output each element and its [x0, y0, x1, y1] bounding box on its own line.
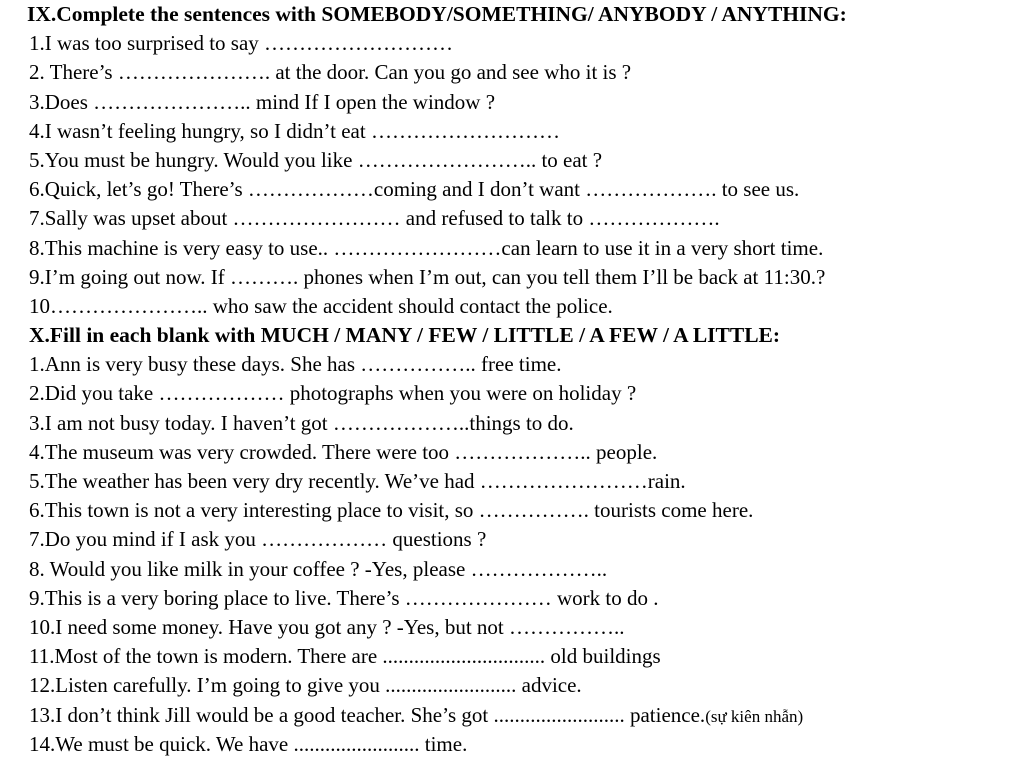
section-x-list	[29, 350, 1019, 759]
exercise-x-item-6: 6.This town is not a very interesting place to visit, so ……………. tourists come here.	[29, 498, 754, 523]
exercise-x-item-13	[29, 701, 1019, 730]
exercise-ix-item-1: 1.I was too surprised to say ………………………	[29, 31, 454, 56]
exercise-x-item-11: 11.Most of the town is modern. There are ............................... old buildings	[29, 644, 661, 669]
exercise-x-item-8: 8. Would you like milk in your coffee ? -Yes, please ………………..	[29, 556, 608, 581]
exercise-ix-item-5: 5.You must be hungry. Would you like …………………….. to eat ?	[29, 147, 603, 172]
exercise-x-item-12: 12.Listen carefully. I’m going to give you ......................... advice.	[29, 673, 582, 698]
exercise-ix-item-4: 4.I wasn’t feeling hungry, so I didn’t eat ………………………	[29, 118, 560, 143]
vietnamese-note: (sự kiên nhẫn)	[705, 706, 804, 726]
exercise-ix-item-2: 2. There’s …………………. at the door. Can you go and see who it is ?	[29, 60, 632, 85]
section-x-title: X.Fill in each blank with MUCH / MANY / FEW / LITTLE / A FEW / A LITTLE:	[29, 323, 781, 348]
exercise-ix-item-3: 3.Does ………………….. mind If I open the window ?	[29, 89, 496, 114]
exercise-x-item-14: 14.We must be quick. We have ........................ time.	[29, 731, 468, 756]
exercise-x-item-9: 9.This is a very boring place to live. There’s ………………… work to do .	[29, 585, 659, 610]
exercise-x-item-10: 10.I need some money. Have you got any ? -Yes, but not ……………..	[29, 614, 625, 639]
exercise-ix-item-9: 9.I’m going out now. If ………. phones when I’m out, can you tell them I’ll be back at 11:30.?	[29, 264, 826, 289]
exercise-x-item-13-text: 13.I don’t think Jill would be a good teacher. She’s got ......................... patience.	[29, 702, 706, 727]
section-ix-list	[29, 29, 1019, 321]
exercise-ix-item-8: 8.This machine is very easy to use.. ……………………can learn to use it in a very short time.	[29, 235, 824, 260]
exercise-ix-item-10: 10………………….. who saw the accident should contact the police.	[29, 293, 613, 318]
exercise-ix-item-7: 7.Sally was upset about …………………… and refused to talk to ……………….	[29, 206, 720, 231]
exercise-x-item-3: 3.I am not busy today. I haven’t got ………………..things to do.	[29, 410, 574, 435]
exercise-x-item-7: 7.Do you mind if I ask you ……………… questions ?	[29, 527, 487, 552]
exercise-ix-item-6: 6.Quick, let’s go! There’s ………………coming and I don’t want ………………. to see us.	[29, 177, 800, 202]
exercise-x-item-1: 1.Ann is very busy these days. She has …………….. free time.	[29, 352, 562, 377]
worksheet	[29, 0, 1019, 759]
exercise-x-item-5: 5.The weather has been very dry recently. We’ve had ……………………rain.	[29, 469, 686, 493]
exercise-x-item-2: 2.Did you take ……………… photographs when you were on holiday ?	[29, 381, 637, 406]
section-ix-title: IX.Complete the sentences with SOMEBODY/SOMETHING/ ANYBODY / ANYTHING:	[27, 2, 847, 26]
exercise-x-item-4: 4.The museum was very crowded. There were too ……………….. people.	[29, 439, 658, 464]
